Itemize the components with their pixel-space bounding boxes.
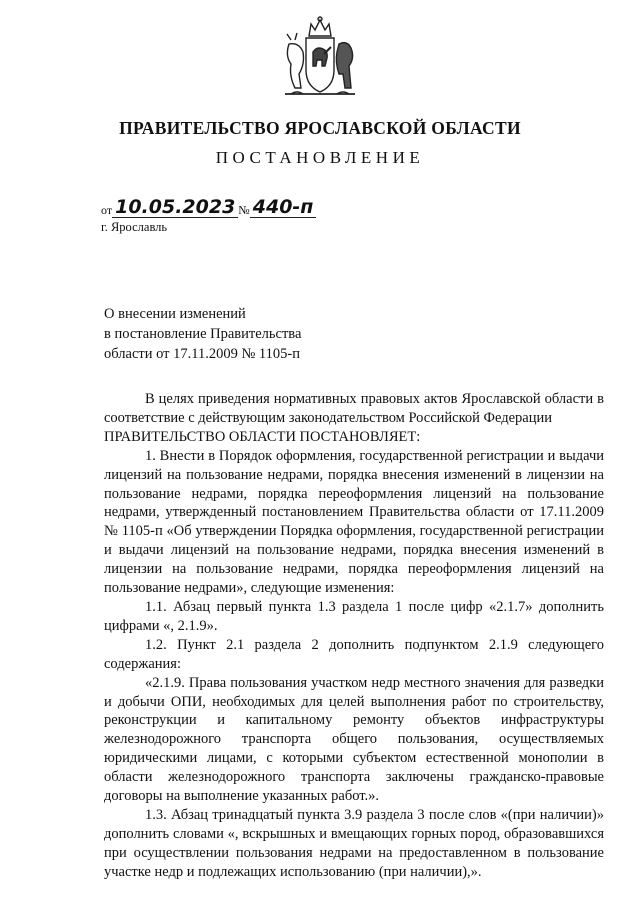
paragraph-1-1: 1.1. Абзац первый пункта 1.3 раздела 1 после цифр «2.1.7» дополнить цифрами «, 2.1.9». <box>104 598 604 634</box>
document-number: 440-п <box>250 198 317 218</box>
coat-of-arms-icon <box>275 14 365 102</box>
city: г. Ярославль <box>101 220 168 234</box>
subject-line: области от 17.11.2009 № 1105-п <box>104 346 300 362</box>
document-date: 10.05.2023 <box>112 198 238 218</box>
document-type: ПОСТАНОВЛЕНИЕ <box>215 148 425 167</box>
document-subject <box>104 304 301 364</box>
paragraph-1: 1. Внести в Порядок оформления, государственной регистрации и выдачи лицензий на пользование недрами, порядка внесения изменений в лицензии на пользование недрами, порядка переоформления лицензий на пользование недрами, утвержденный постановлением Правительства области от 17.11.2009 № 1105-п «Об утверждении Порядка оформления, государственной регистрации и выдачи лицензий на пользование недрами, порядка внесения изменений в лицензии на пользование недрами, порядка переоформления лицензий на пользование недрами», следующие изменения: <box>104 447 604 597</box>
number-sign: № <box>238 203 250 217</box>
document-body <box>104 390 604 882</box>
paragraph-1-2: 1.2. Пункт 2.1 раздела 2 дополнить подпунктом 2.1.9 следующего содержания: <box>104 636 604 672</box>
document-meta <box>101 196 316 235</box>
preamble: В целях приведения нормативных правовых актов Ярославской области в соответствие с действующим законодательством Российской Федерации <box>104 391 604 426</box>
resolves-line: ПРАВИТЕЛЬСТВО ОБЛАСТИ ПОСТАНОВЛЯЕТ: <box>104 428 421 445</box>
date-number-row <box>101 196 316 218</box>
paragraph-1-2-quote: «2.1.9. Права пользования участком недр местного значения для разведки и добычи ОПИ, необходимых для целей выполнения работ по строительству, реконструкции и капитальному ремонту объектов инфраструктуры железнодорожного транспорта общего пользования, осуществляемых юридическими лицами, с которыми субъектом естественной монополии в области железнодорожного транспорта заключены гражданско-правовые договоры на выполнение указанных работ.». <box>104 674 604 805</box>
subject-line: в постановление Правительства <box>104 326 302 342</box>
date-prefix: от <box>101 203 113 217</box>
subject-line: О внесении изменений <box>104 306 246 322</box>
paragraph-1-3: 1.3. Абзац тринадцатый пункта 3.9 раздела 3 после слов «(при наличии)» дополнить словами «, вскрышных и вмещающих горных пород, образовавшихся при осуществлении пользования недрами на предоставленном в пользование участке недр и подлежащих использованию (при наличии),». <box>104 806 604 880</box>
government-title: ПРАВИТЕЛЬСТВО ЯРОСЛАВСКОЙ ОБЛАСТИ <box>119 118 521 138</box>
